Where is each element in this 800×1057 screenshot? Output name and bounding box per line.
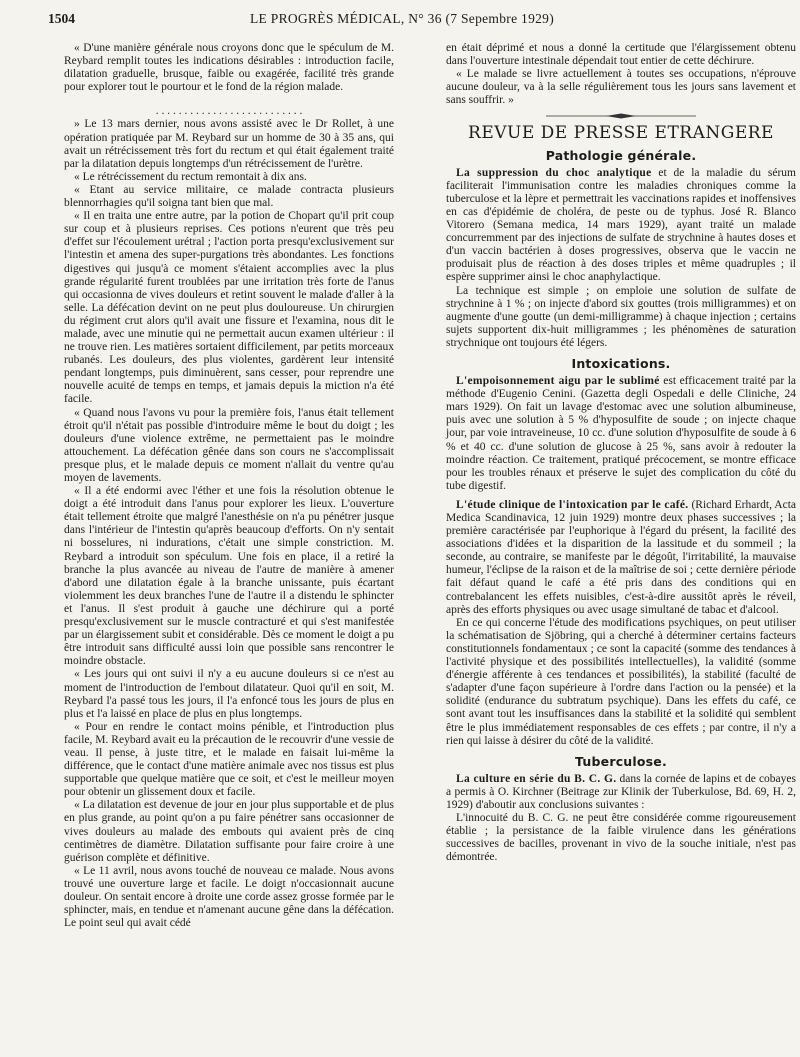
page-number: 1504 [48, 11, 75, 26]
paragraph: « Il en traita une entre autre, par la potion de Chopart qu'il prit coup sur coup et à plusieurs reprises. Ces potions n'eurent que très peu d'effet sur l'écoulement urétral ; l'action porta presqu'exclusivement sur l'intestin et amena des super-purgations très abondantes. Les fonctions digestives qui jusqu'à ce moment s'étaient accomplies avec la plus grande régularité furent troublées par une irritation très forte de l'anus qui occasionna de vives douleurs et retint souvent le malade d'aller à la selle. La défécation devint on ne peut plus douloureuse. Un chirurgien du régiment crut alors qu'il avait une fissure et l'examina, nous dit le malade, avec une minutie qui ne permettait aucun examen ultérieur : il ne trouve rien. Les matières sortaient difficilement, par petits morceaux rubanés. Les douleurs, des plus violentes, gardèrent leur intensité pendant longtemps, puis diminuèrent, sans cesser, pour reprendre une nouvelle acuité de temps en temps, et jamais depuis la miction n'a été facile. [64, 210, 394, 406]
lead-text: L'empoisonnement aigu par le sublimé [456, 375, 660, 388]
paragraph: en était déprimé et nous a donné la certitude que l'élargissement obtenu dans l'ouverture intestinale dépendait tout entier de cette déchirure. [446, 42, 796, 68]
body-text: dans la cornée de lapins et de cobayes a permis à O. Kirchner (Beitrage zur Klinik der Tuberkulose, Bd. 69, H. 2, 1929) d'aboutir aux conclusions suivantes : [446, 772, 796, 811]
paragraph: « Il a été endormi avec l'éther et une fois la résolution obtenue le doigt a été introduit dans l'anus pour explorer les lieux. L'ouverture était tellement étroite que malgré l'anesthésie on n'a pu pénétrer jusque dans l'intérieur de l'intestin qu'après beaucoup d'efforts. On n'y sentait ni bosselures, ni indurations, c'était une simple constriction. M. Reybard a introduit son spéculum. Une fois en place, il a retiré la branche la plus avancée au niveau de l'autre de manière à amener d'abord une dilatation égale à la branche unissante, puis écartant violemment les deux branches l'une de l'autre il a distendu le sphincter et l'anus. Il s'est produit à gauche une déchirure qui a porté presqu'exclusivement sur le muscle contracturé et qui s'est manifestée par un élargissement subit et considérable. Dès ce moment le doigt a pu être introduit sans difficulté aussi loin que possible sans rencontrer le moindre obstacle. [64, 485, 394, 668]
paragraph: « La dilatation est devenue de jour en jour plus supportable et de plus en plus grande, au point qu'on a pu faire pénétrer sans occasionner de vives douleurs au malade des embouts qui avaient près de cinq centimètres de diamètre. Dilatation suffisante pour faire croire à une guérison complète et définitive. [64, 799, 394, 864]
lead-text: La culture en série du B. C. G. [456, 772, 617, 785]
section-heading: Tuberculose. [575, 753, 667, 769]
paragraph [446, 499, 796, 617]
body-text: et de la maladie du sérum faciliterait l'immunisation contre les maladies chroniques comme la tuberculose et la lèpre et permettrait les vaccinations rapides et inoffensives en cas d'épidémie de choléra, de peste ou de typhus. José R. Blanco Vitorero (Semana medica, 14 mars 1929), ayant traité un malade concurremment par des injections de sulfate de strychnine à hautes doses et d'un vaccin bactérien à doses progressives, observa que le vaccin ne produisait plus de réaction à des doses triples et même quadruples ; il espère supprimer ainsi le choc anaphylactique. [446, 166, 796, 284]
paragraph [446, 375, 796, 493]
paragraph [446, 167, 796, 285]
paragraph: » Le 13 mars dernier, nous avons assisté avec le Dr Rollet, à une opération pratiquée par M. Reybard sur un homme de 30 à 35 ans, qui avait un rétrécissement très fort du rectum et qui était également traité par la dilatation depuis longtemps d'un rétrécissement de l'urètre. [64, 118, 394, 170]
paragraph: « Etant au service militaire, ce malade contracta plusieurs blennorrhagies qu'il soigna tant bien que mal. [64, 183, 394, 210]
paragraph [446, 617, 796, 748]
paragraph: « Le rétrécissement du rectum remontait à dix ans. [74, 170, 307, 183]
body-text: La technique est simple ; on emploie une solution de sulfate de strychnine à 1 % ; on injecte d'abord six gouttes (trois milligrammes) et on augmente d'une goutte (un demi-milligramme) à chaque injection ; certains sujets supportent dix-huit milligrammes ; les phénomènes de saturation strychnique ont toujours été légers. [446, 284, 796, 349]
paragraph [446, 285, 796, 350]
right-column [446, 42, 796, 864]
paragraph: « Le malade se livre actuellement à toutes ses occupations, n'éprouve aucune douleur, va à la selle régulièrement tous les jours sans lavement et sans souffrir. » [446, 68, 796, 107]
paragraph: « Quand nous l'avons vu pour la première fois, l'anus était tellement étroit qu'il n'était pas possible d'introduire même le bout du doigt ; les douleurs d'une violence extrême, ne permettaient pas le moindre attouchement. La défécation gênée dans son cours ne s'accomplissait presque plus, et le malade depuis ce moment n'allait du ventre qu'au moyen de lavements. [64, 406, 394, 484]
revue-title: REVUE DE PRESSE ETRANGERE [468, 123, 774, 144]
body-text: est efficacement traité par la méthode d'Eugenio Cenini. (Gazetta degli Ospedali e delle Cliniche, 24 mars 1929). On fait un lavage d'estomac avec une solution albumineuse, puis avec une solution à 5 % d'hyposulfite de soude ; on injecte chaque jour, par voie intraveineuse, 10 cc. d'une solution d'hyposulfite de soude à 6 % et 40 cc. d'une solution de glucose à 25 %, sans avoir à redouter la moindre réaction. Ce traitement, pratiqué précocement, se montre efficace pour les troubles rénaux et préserve le sujet des complication du côté du tube digestif. [446, 375, 796, 492]
lead-text: La suppression du choc analytique [456, 166, 652, 179]
page-header [0, 0, 800, 36]
paragraph [446, 812, 796, 864]
section-heading: Intoxications. [571, 355, 671, 371]
ornamental-rule [546, 113, 696, 119]
paragraph: « Le 11 avril, nous avons touché de nouveau ce malade. Nous avons trouvé une ouverture large et facile. Le doigt n'occasionnait aucune douleur. On sentait encore à droite une corde assez grosse formée par le sphincter, mais, en tendue et n'amenant aucune gêne dans la défécation. Le point seul qui avait cédé [64, 864, 394, 930]
ellipsis-line: . . . . . . . . . . . . . . . . . . . . . . . . . . [155, 105, 303, 118]
paragraph [446, 773, 796, 812]
paragraph: « Pour en rendre le contact moins pénible, et l'introduction plus facile, M. Reybard avait eu la précaution de le recouvrir d'une vessie de veau. Il pense, à juste titre, et le malade en faisait lui-même la différence, que le contact d'une matière animale avec nos tissus est plus supportable que quelque matière que ce soit, et c'est le meilleur moyen pour obtenir un glissement doux et facile. [64, 720, 394, 799]
body-text: L'innocuité du B. C. G. ne peut être considérée comme rigoureusement établie ; la persistance de la faible virulence dans les générations successives de bacilles, provenant in vivo de la souche initiale, n'est pas démontrée. [446, 812, 796, 864]
paragraph: « D'une manière générale nous croyons donc que le spéculum de M. Reybard remplit toutes les indications désirables : introduction facile, dilatation graduelle, brusque, faible ou exagérée, facilité très grande pour explorer tout le pourtour et le fond de la région malade. [64, 42, 394, 94]
paragraph: « Les jours qui ont suivi il n'y a eu aucune douleurs si ce n'est au moment de l'introduction de l'embout dilatateur. Quoi qu'il en soit, M. Reybard l'a passé tous les jours, il l'a enfoncé tous les jours de plus en plus et l'a laissé en place de plus en plus longtemps. [64, 668, 394, 720]
body-text: (Richard Erhardt, Acta Medica Scandinavica, 12 juin 1929) montre deux phases successives ; la première caractérisée par l'euphorique à l'égard du présent, la facilité des associations d'idées et la disparition de la lassitude et du sommeil ; la seconde, au contraire, se manifeste par le dégoût, l'irritabilité, la mauvaise humeur, l'éclipse de la raison et de la maîtrise de soi ; cette dernière période fait défaut quand le café a été pris dans des conditions qui en contrebalancent les effets nuisibles, c'est-à-dire aussitôt après le réveil, après des efforts physiques ou avec usage simultané de tabac et d'alcool. [446, 498, 797, 616]
running-title: LE PROGRÈS MÉDICAL, N° 36 (7 Sepembre 1929) [250, 11, 555, 26]
section-heading: Pathologie générale. [545, 147, 697, 163]
body-text: En ce qui concerne l'étude des modifications psychiques, on peut utiliser la schématisation de Sjöbring, qui a cherché à déterminer certains facteurs constitutionnels fondamentaux ; ce sont la capacité (somme des tendances à l'activité physique et des possibilités intellectuelles), la validité (somme d'énergie afférente à ces tendances et possibilités), la stabilité (faculté de s'adapter d'une façon supérieure à l'ordre dans l'action ou la pensée) et la solidité (endurance du subtratum psychique). Dans les effets du café, ce sont avant tout les insuffisances dans la stabilité et la solidité qui semblent être le plus immédiatement responsables de ces effets ; par contre, il n'y a rien qui laisse à désirer du côté de la validité. [446, 616, 796, 747]
left-column [64, 42, 394, 930]
lead-text: L'étude clinique de l'intoxication par le café. [456, 498, 689, 511]
